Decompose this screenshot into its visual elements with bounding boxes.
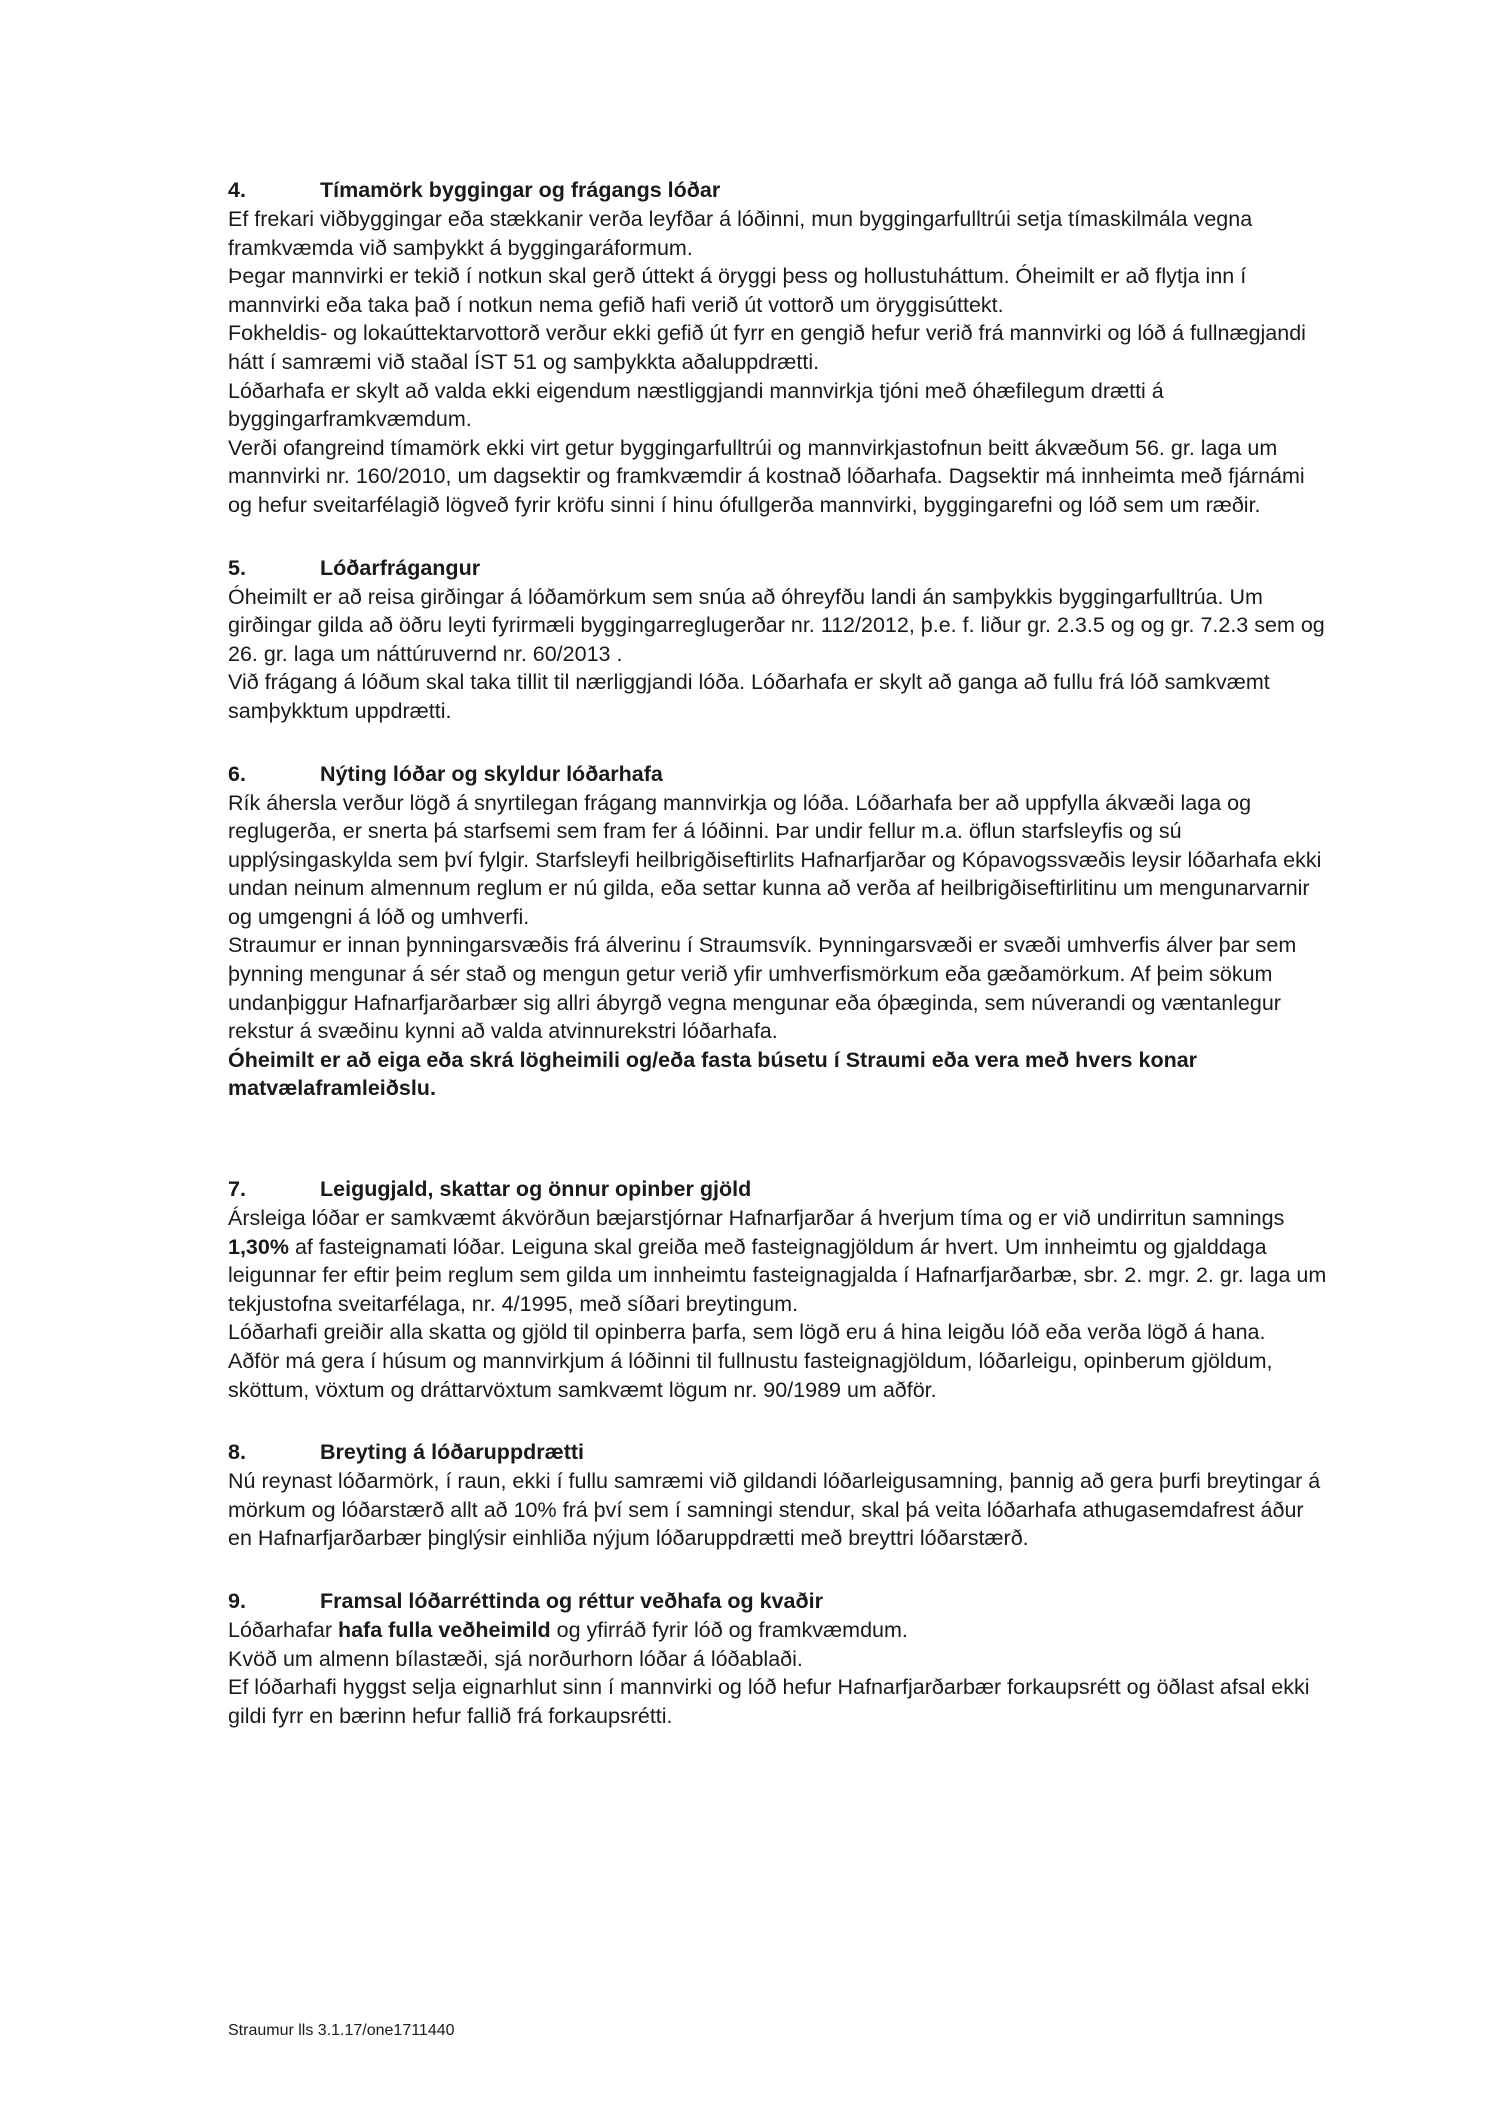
text-run: af fasteignamati lóðar. Leiguna skal greiða með fasteignagjöldum ár hvert. Um innheimtu og gjalddaga leigunnar fer eftir þeim reglum sem gilda um innheimtu fasteignagjalda í Hafnarfjarðarbæ, sbr. 2. mgr. 2. gr. laga um tekjustofna sveitarfélaga, nr. 4/1995, með síðari breytingum.	[228, 1234, 1327, 1316]
bold-paragraph: Óheimilt er að eiga eða skrá lögheimili og/eða fasta búsetu í Straumi eða vera með hvers konar matvælaframleiðslu.	[228, 1047, 1198, 1101]
paragraph: Lóðarhafi greiðir alla skatta og gjöld til opinberra þarfa, sem lögð eru á hina leigðu lóð eða verða lögð á hana.	[228, 1320, 1266, 1345]
text-run: Ársleiga lóðar er samkvæmt ákvörðun bæjarstjórnar Hafnarfjarðar á hverjum tíma og er við undirritun samnings	[228, 1206, 1285, 1231]
paragraph: Kvöð um almenn bílastæði, sjá norðurhorn lóðar á lóðablaði.	[228, 1646, 803, 1671]
paragraph: Óheimilt er að reisa girðingar á lóðamörkum sem snúa að óhreyfðu landi án samþykkis byggingarfulltrúa. Um girðingar gilda að öðru leyti fyrirmæli byggingarreglugerðar nr. 112/2012, þ.e. f. liður gr. 2.3.5 og og gr. 7.2.3 sem og 26. gr. laga um náttúruvernd nr. 60/2013 .	[228, 584, 1325, 666]
section-title: Leigugjald, skattar og önnur opinber gjöld	[320, 1177, 752, 1202]
section-heading	[228, 1587, 1328, 1616]
bold-text-run: hafa fulla veðheimild	[337, 1617, 551, 1642]
section-heading	[228, 1438, 1328, 1467]
paragraph: Nú reynast lóðarmörk, í raun, ekki í fullu samræmi við gildandi lóðarleigusamning, þannig að gera þurfi breytingar á mörkum og lóðarstærð allt að 10% frá því sem í samningi stendur, skal þá veita lóðarhafa athugasemdafrest áður en Hafnarfjarðarbær þinglýsir einhliða nýjum lóðaruppdrætti með breyttri lóðarstærð.	[228, 1469, 1321, 1551]
section-7	[228, 1175, 1328, 1404]
bold-text-run: 1,30%	[228, 1234, 289, 1259]
section-number: 7.	[228, 1177, 246, 1202]
section-number: 8.	[228, 1440, 246, 1465]
section-title: Nýting lóðar og skyldur lóðarhafa	[320, 761, 663, 786]
section-6	[228, 760, 1328, 1104]
section-number: 6.	[228, 761, 246, 786]
paragraph: Lóðarhafa er skylt að valda ekki eigendum næstliggjandi mannvirkja tjóni með óhæfilegum drætti á byggingarframkvæmdum.	[228, 378, 1164, 432]
paragraph: Við frágang á lóðum skal taka tillit til nærliggjandi lóða. Lóðarhafa er skylt að ganga að fullu frá lóð samkvæmt samþykktum uppdrætti.	[228, 670, 1270, 723]
paragraph: Aðför má gera í húsum og mannvirkjum á lóðinni til fullnustu fasteignagjöldum, lóðarleigu, opinberum gjöldum, sköttum, vöxtum og dráttarvöxtum samkvæmt lögum nr. 90/1989 um aðför.	[228, 1349, 1273, 1402]
section-8	[228, 1438, 1328, 1553]
paragraph: Ef frekari viðbyggingar eða stækkanir verða leyfðar á lóðinni, mun byggingarfulltrúi setja tímaskilmála vegna framkvæmda við samþykkt á byggingaráformum.	[228, 207, 1253, 260]
section-heading	[228, 176, 1328, 205]
text-run: og yfirráð fyrir lóð og framkvæmdum.	[550, 1617, 908, 1642]
section-number: 5.	[228, 555, 246, 580]
section-title: Lóðarfrágangur	[320, 555, 481, 580]
section-4	[228, 176, 1328, 520]
paragraph: Straumur er innan þynningarsvæðis frá álverinu í Straumsvík. Þynningarsvæði er svæði umhverfis álver þar sem þynning mengunar á sér stað og mengun getur verið yfir umhverfismörkum eða gæðamörkum. Af þeim sökum undanþiggur Hafnarfjarðarbær sig allri ábyrgð vegna mengunar eða óþæginda, sem núverandi og væntanlegur rekstur á svæðinu kynni að valda atvinnurekstri lóðarhafa.	[228, 933, 1297, 1044]
section-number: 4.	[228, 178, 246, 202]
page-footer: Straumur lls 3.1.17/one1711440	[228, 2022, 455, 2039]
section-heading	[228, 760, 1328, 789]
spacer	[228, 1137, 1328, 1175]
section-title: Breyting á lóðaruppdrætti	[320, 1440, 584, 1465]
section-number: 9.	[228, 1588, 246, 1613]
paragraph: Ef lóðarhafi hyggst selja eignarhlut sinn í mannvirki og lóð hefur Hafnarfjarðarbær forkaupsrétt og öðlast afsal ekki gildi fyrr en bærinn hefur fallið frá forkaupsrétti.	[228, 1675, 1310, 1728]
paragraph: Þegar mannvirki er tekið í notkun skal gerð úttekt á öryggi þess og hollustuháttum. Óheimilt er að flytja inn í mannvirki eða taka það í notkun nema gefið hafi verið út vottorð um öryggisúttekt.	[228, 264, 1247, 317]
section-title: Tímamörk byggingar og frágangs lóðar	[320, 178, 721, 202]
paragraph: Rík áhersla verður lögð á snyrtilegan frágang mannvirkja og lóða. Lóðarhafa ber að uppfylla ákvæði laga og reglugerða, er snerta þá starfsemi sem fram fer á lóðinni. Þar undir fellur m.a. öflun starfsleyfis og sú upplýsingaskylda sem því fylgir. Starfsleyfi heilbrigðiseftirlits Hafnarfjarðar og Kópavogssvæðis leysir lóðarhafa ekki undan neinum almennum reglum er nú gilda, eða settar kunna að verða af heilbrigðiseftirlitinu um mengunarvarnir og umgengni á lóð og umhverfi.	[228, 790, 1322, 929]
section-heading	[228, 554, 1328, 583]
section-title: Framsal lóðarréttinda og réttur veðhafa og kvaðir	[320, 1588, 823, 1613]
section-9	[228, 1587, 1328, 1730]
paragraph	[228, 1616, 1328, 1645]
paragraph	[228, 1204, 1328, 1318]
section-heading	[228, 1175, 1328, 1204]
paragraph: Verði ofangreind tímamörk ekki virt getur byggingarfulltrúi og mannvirkjastofnun beitt ákvæðum 56. gr. laga um mannvirki nr. 160/2010, um dagsektir og framkvæmdir á kostnað lóðarhafa. Dagsektir má innheimta með fjárnámi og hefur sveitarfélagið lögveð fyrir kröfu sinni í hinu ófullgerða mannvirki, byggingarefni og lóð sem um ræðir.	[228, 435, 1305, 517]
document-page	[228, 176, 1328, 1764]
section-5	[228, 554, 1328, 726]
text-run: Lóðarhafar	[228, 1617, 338, 1642]
paragraph: Fokheldis- og lokaúttektarvottorð verður ekki gefið út fyrr en gengið hefur verið frá mannvirki og lóð á fullnægjandi hátt í samræmi við staðal ÍST 51 og samþykkta aðaluppdrætti.	[228, 321, 1306, 374]
